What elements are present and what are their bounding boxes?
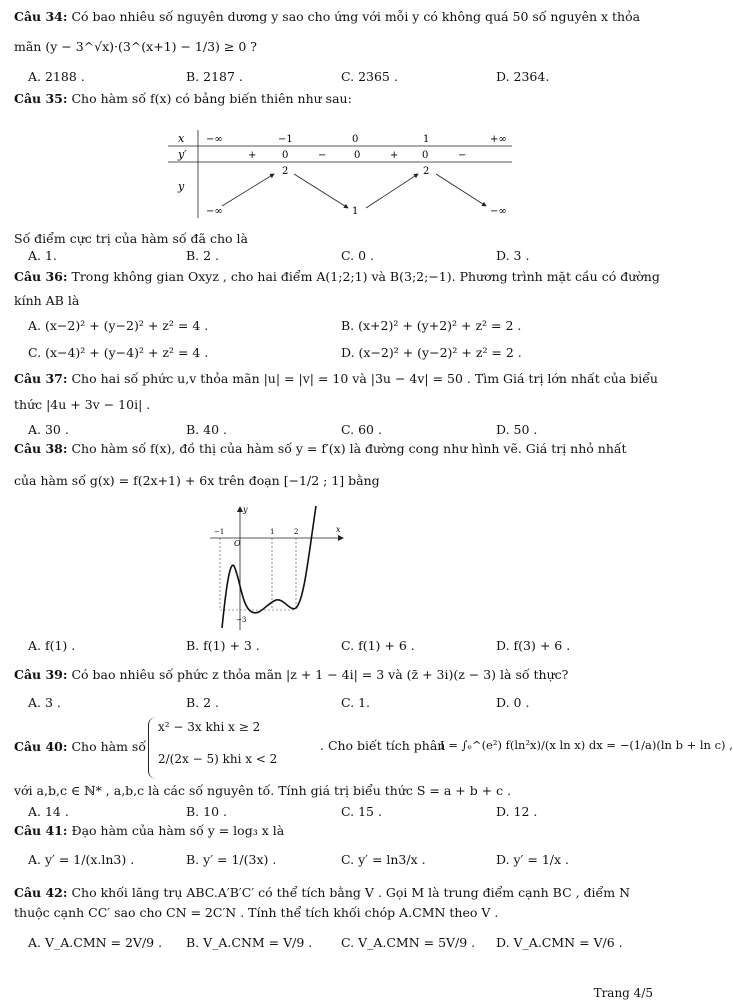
x-value: −∞ — [206, 134, 223, 145]
tick-2: 2 — [294, 528, 299, 536]
q39-options — [28, 695, 668, 713]
option-c[interactable]: C. 0 . — [341, 248, 374, 263]
piecewise-case-2: 2/(2x − 5) khi x < 2 — [158, 752, 278, 766]
y-value: 2 — [423, 166, 430, 177]
page-number: Trang 4/5 — [593, 986, 653, 1000]
q34-options — [28, 69, 668, 87]
q40-options — [28, 804, 668, 822]
option-d[interactable]: D. (x−2)² + (y−2)² + z² = 2 . — [341, 345, 522, 360]
option-d[interactable]: D. y′ = 1/x . — [496, 852, 570, 867]
piecewise-case-1: x² − 3x khi x ≥ 2 — [158, 720, 261, 734]
question-37 — [14, 370, 676, 388]
question-label: Câu 42: — [14, 885, 68, 900]
question-label: Câu 38: — [14, 441, 68, 456]
sign: 0 — [354, 150, 361, 161]
question-34 — [14, 8, 676, 26]
option-a[interactable]: A. 14 . — [28, 804, 69, 819]
option-a[interactable]: A. 3 . — [28, 695, 61, 710]
q38-options — [28, 638, 668, 656]
question-text: Cho hàm số f(x), đồ thị của hàm số y = f′(x) là đường cong như hình vẽ. Giá trị nhỏ nhất — [71, 441, 627, 456]
sign: + — [248, 150, 257, 161]
question-label: Câu 40: — [14, 739, 68, 754]
x-value: 0 — [352, 134, 359, 145]
option-a[interactable]: A. 30 . — [28, 422, 69, 437]
option-b[interactable]: B. 2 . — [186, 248, 220, 263]
option-a[interactable]: A. y′ = 1/(x.ln3) . — [28, 852, 135, 867]
option-b[interactable]: B. y′ = 1/(3x) . — [186, 852, 277, 867]
derivative-graph — [200, 500, 350, 635]
question-42 — [14, 884, 676, 902]
question-35-after: Số điểm cực trị của hàm số đã cho là — [14, 231, 248, 246]
table-dy-label: y′ — [178, 148, 187, 161]
question-text: Có bao nhiêu số phức z thỏa mãn |z + 1 − 4i| = 3 và (z̄ + 3i)(z − 3) là số thực? — [71, 667, 569, 682]
q36-options-row1 — [28, 318, 668, 336]
option-a[interactable]: A. 1. — [28, 248, 57, 263]
sign: + — [390, 150, 399, 161]
option-c[interactable]: C. (x−4)² + (y−4)² + z² = 4 . — [28, 345, 209, 360]
option-b[interactable]: B. V_A.CNM = V/9 . — [186, 935, 313, 950]
y-value: −∞ — [206, 206, 223, 217]
question-text: Đạo hàm của hàm số y = log₃ x là — [71, 823, 285, 838]
option-a[interactable]: A. (x−2)² + (y−2)² + z² = 4 . — [28, 318, 209, 333]
option-b[interactable]: B. 40 . — [186, 422, 227, 437]
question-text: Trong không gian Oxyz , cho hai điểm A(1;2;1) và B(3;2;−1). Phương trình mặt cầu có đường — [71, 269, 660, 284]
y-axis-label: y — [243, 505, 248, 514]
option-a[interactable]: A. V_A.CMN = 2V/9 . — [28, 935, 163, 950]
question-35 — [14, 90, 676, 108]
table-x-label: x — [178, 132, 185, 145]
question-34-condition: mãn (y − 3^√x)·(3^(x+1) − 1/3) ≥ 0 ? — [14, 39, 257, 54]
x-axis-label: x — [336, 525, 341, 534]
option-c[interactable]: C. 15 . — [341, 804, 382, 819]
tick-neg1: −1 — [214, 528, 225, 536]
question-text: Cho hàm số f(x) có bảng biến thiên như sau: — [71, 91, 352, 106]
q42-options — [28, 935, 668, 953]
sign: 0 — [282, 150, 289, 161]
q35-options — [28, 248, 668, 266]
question-label: Câu 36: — [14, 269, 68, 284]
q37-options — [28, 422, 668, 440]
tick-neg3: −3 — [236, 616, 247, 624]
option-c[interactable]: C. 1. — [341, 695, 370, 710]
y-value: −∞ — [490, 206, 507, 217]
integral-expression: I = ∫ₑ^(e²) f(ln²x)/(x ln x) dx = −(1/a)(ln b + ln c) , — [440, 738, 733, 752]
option-d[interactable]: D. f(3) + 6 . — [496, 638, 571, 653]
option-b[interactable]: B. f(1) + 3 . — [186, 638, 260, 653]
x-value: +∞ — [490, 134, 507, 145]
option-b[interactable]: B. 2 . — [186, 695, 220, 710]
question-36 — [14, 268, 676, 286]
option-c[interactable]: C. V_A.CMN = 5V/9 . — [341, 935, 476, 950]
option-a[interactable]: A. 2188 . — [28, 69, 85, 84]
option-b[interactable]: B. (x+2)² + (y+2)² + z² = 2 . — [341, 318, 522, 333]
option-b[interactable]: B. 2187 . — [186, 69, 243, 84]
tick-1: 1 — [270, 528, 275, 536]
option-d[interactable]: D. 12 . — [496, 804, 538, 819]
question-40-line2: với a,b,c ∈ ℕ* , a,b,c là các số nguyên tố. Tính giá trị biểu thức S = a + b + c . — [14, 783, 512, 798]
origin-label: O — [234, 539, 241, 548]
question-36-line2: kính AB là — [14, 293, 80, 308]
variation-table — [160, 128, 520, 220]
q41-options — [28, 852, 668, 870]
option-d[interactable]: D. 2364. — [496, 69, 550, 84]
question-41 — [14, 822, 676, 840]
question-42-line2: thuộc cạnh CC′ sao cho CN = 2C′N . Tính thể tích khối chóp A.CMN theo V . — [14, 905, 499, 920]
question-37-line2: thức |4u + 3v − 10i| . — [14, 397, 151, 412]
question-label: Câu 39: — [14, 667, 68, 682]
option-b[interactable]: B. 10 . — [186, 804, 227, 819]
question-label: Câu 34: — [14, 9, 68, 24]
option-d[interactable]: D. 3 . — [496, 248, 530, 263]
question-text: Cho khối lăng trụ ABC.A′B′C′ có thể tích bằng V . Gọi M là trung điểm cạnh BC , điểm N — [71, 885, 631, 900]
q36-options-row2 — [28, 345, 668, 363]
option-c[interactable]: C. y′ = ln3/x . — [341, 852, 426, 867]
question-label: Câu 37: — [14, 371, 68, 386]
option-d[interactable]: D. V_A.CMN = V/6 . — [496, 935, 623, 950]
sign: − — [458, 150, 467, 161]
option-c[interactable]: C. 2365 . — [341, 69, 398, 84]
y-value: 1 — [352, 206, 359, 217]
option-a[interactable]: A. f(1) . — [28, 638, 76, 653]
question-38 — [14, 440, 676, 458]
table-y-label: y — [178, 180, 185, 193]
question-40-mid: . Cho biết tích phân — [320, 738, 446, 753]
option-d[interactable]: D. 50 . — [496, 422, 538, 437]
option-c[interactable]: C. 60 . — [341, 422, 382, 437]
sign: − — [318, 150, 327, 161]
question-text: Cho hàm số — [71, 739, 146, 754]
question-label: Câu 35: — [14, 91, 68, 106]
y-value: 2 — [282, 166, 289, 177]
x-value: 1 — [423, 134, 430, 145]
question-38-line2: của hàm số g(x) = f(2x+1) + 6x trên đoạn [−1/2 ; 1] bằng — [14, 473, 380, 488]
question-label: Câu 41: — [14, 823, 68, 838]
x-value: −1 — [278, 134, 293, 145]
option-c[interactable]: C. f(1) + 6 . — [341, 638, 415, 653]
question-text: Cho hai số phức u,v thỏa mãn |u| = |v| = 10 và |3u − 4v| = 50 . Tìm Giá trị lớn nhất của biểu — [71, 371, 658, 386]
option-d[interactable]: D. 0 . — [496, 695, 530, 710]
sign: 0 — [422, 150, 429, 161]
question-text: Có bao nhiêu số nguyên dương y sao cho ứng với mỗi y có không quá 50 số nguyên x thỏa — [71, 9, 641, 24]
question-39 — [14, 666, 676, 684]
